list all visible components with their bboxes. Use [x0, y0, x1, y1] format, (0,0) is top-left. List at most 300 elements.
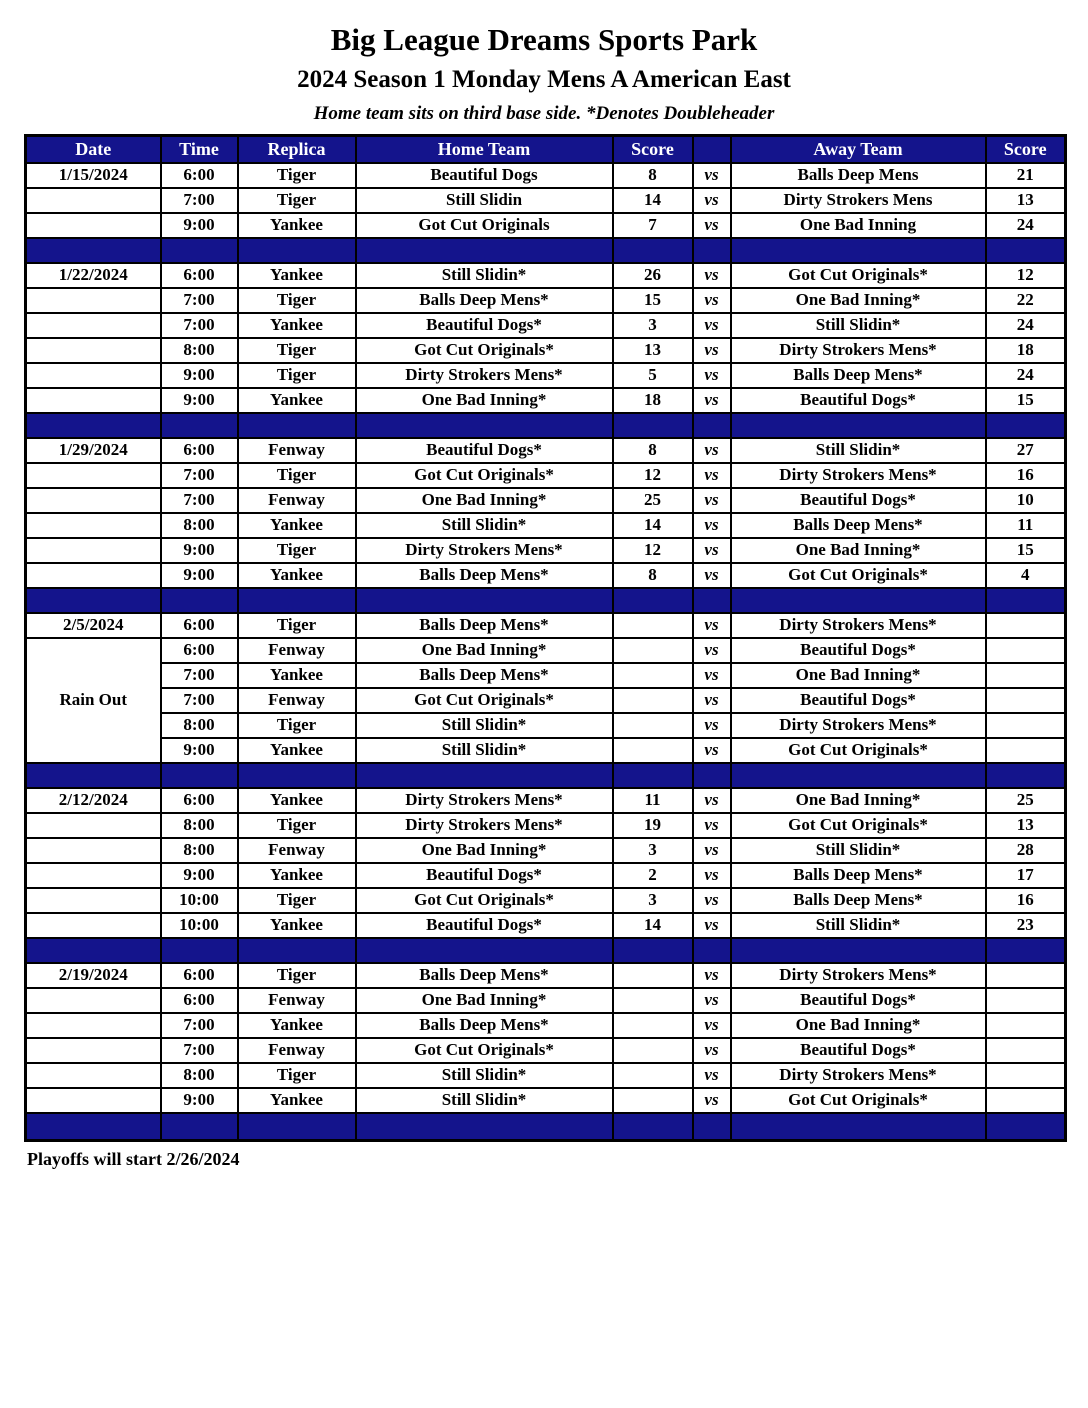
time-cell: 8:00 — [161, 1063, 238, 1088]
date-cell: 1/29/2024 — [26, 438, 161, 463]
vs-cell: vs — [693, 338, 731, 363]
separator-cell — [356, 413, 613, 438]
vs-cell: vs — [693, 963, 731, 988]
home-team-cell: One Bad Inning* — [356, 488, 613, 513]
home-score-cell: 8 — [613, 563, 693, 588]
replica-cell: Yankee — [238, 863, 356, 888]
home-score-cell: 8 — [613, 163, 693, 188]
game-row — [26, 913, 1066, 938]
separator-cell — [986, 938, 1066, 963]
date-cell-empty — [26, 913, 161, 938]
game-row — [26, 613, 1066, 638]
away-team-cell: Still Slidin* — [731, 438, 986, 463]
vs-cell: vs — [693, 1013, 731, 1038]
vs-cell: vs — [693, 513, 731, 538]
replica-cell: Yankee — [238, 513, 356, 538]
home-team-cell: Still Slidin — [356, 188, 613, 213]
home-score-cell — [613, 638, 693, 663]
home-score-cell: 19 — [613, 813, 693, 838]
separator-cell — [356, 938, 613, 963]
replica-cell: Fenway — [238, 438, 356, 463]
time-cell: 6:00 — [161, 988, 238, 1013]
vs-cell: vs — [693, 213, 731, 238]
page-title: Big League Dreams Sports Park — [330, 22, 758, 57]
replica-cell: Yankee — [238, 1088, 356, 1113]
game-row — [26, 213, 1066, 238]
date-cell-empty — [26, 538, 161, 563]
home-score-cell: 26 — [613, 263, 693, 288]
game-row — [26, 963, 1066, 988]
separator-cell — [161, 1113, 238, 1141]
separator-cell — [161, 938, 238, 963]
game-row — [26, 888, 1066, 913]
replica-cell: Tiger — [238, 288, 356, 313]
replica-cell: Tiger — [238, 363, 356, 388]
page-heading — [0, 0, 1088, 125]
separator-row — [26, 1113, 1066, 1141]
home-score-cell — [613, 1063, 693, 1088]
game-row — [26, 838, 1066, 863]
away-score-cell: 21 — [986, 163, 1066, 188]
game-row — [26, 488, 1066, 513]
home-score-cell: 8 — [613, 438, 693, 463]
game-row — [26, 388, 1066, 413]
time-cell: 8:00 — [161, 713, 238, 738]
away-team-cell: Dirty Strokers Mens — [731, 188, 986, 213]
away-team-cell: Still Slidin* — [731, 913, 986, 938]
separator-cell — [986, 238, 1066, 263]
home-team-cell: Still Slidin* — [356, 713, 613, 738]
away-score-cell — [986, 988, 1066, 1013]
replica-cell: Yankee — [238, 388, 356, 413]
separator-cell — [238, 238, 356, 263]
separator-row — [26, 413, 1066, 438]
away-team-cell: One Bad Inning* — [731, 788, 986, 813]
away-score-cell: 13 — [986, 813, 1066, 838]
vs-cell: vs — [693, 263, 731, 288]
vs-cell: vs — [693, 463, 731, 488]
vs-cell: vs — [693, 913, 731, 938]
separator-cell — [161, 763, 238, 788]
home-team-cell: Got Cut Originals — [356, 213, 613, 238]
game-row — [26, 363, 1066, 388]
game-row — [26, 713, 1066, 738]
away-score-cell: 24 — [986, 313, 1066, 338]
vs-cell: vs — [693, 1063, 731, 1088]
replica-cell: Yankee — [238, 913, 356, 938]
home-team-cell: Got Cut Originals* — [356, 463, 613, 488]
replica-cell: Tiger — [238, 1063, 356, 1088]
home-team-cell: Got Cut Originals* — [356, 1038, 613, 1063]
away-score-cell: 27 — [986, 438, 1066, 463]
date-cell: 2/12/2024 — [26, 788, 161, 813]
replica-cell: Yankee — [238, 738, 356, 763]
home-team-cell: Still Slidin* — [356, 513, 613, 538]
time-cell: 9:00 — [161, 738, 238, 763]
home-team-cell: One Bad Inning* — [356, 638, 613, 663]
vs-cell: vs — [693, 738, 731, 763]
game-row — [26, 438, 1066, 463]
home-score-cell: 25 — [613, 488, 693, 513]
vs-cell: vs — [693, 363, 731, 388]
separator-cell — [693, 588, 731, 613]
game-row — [26, 1013, 1066, 1038]
date-cell-empty — [26, 1063, 161, 1088]
vs-cell: vs — [693, 688, 731, 713]
away-score-cell — [986, 1063, 1066, 1088]
home-team-cell: One Bad Inning* — [356, 988, 613, 1013]
vs-cell: vs — [693, 488, 731, 513]
time-cell: 10:00 — [161, 913, 238, 938]
home-team-cell: Balls Deep Mens* — [356, 288, 613, 313]
vs-cell: vs — [693, 438, 731, 463]
home-score-cell — [613, 688, 693, 713]
home-score-cell: 12 — [613, 538, 693, 563]
away-team-cell: Got Cut Originals* — [731, 1088, 986, 1113]
time-cell: 7:00 — [161, 1038, 238, 1063]
away-score-cell: 24 — [986, 363, 1066, 388]
date-cell-empty — [26, 1088, 161, 1113]
home-team-cell: Dirty Strokers Mens* — [356, 788, 613, 813]
date-cell-empty — [26, 1013, 161, 1038]
separator-cell — [26, 588, 161, 613]
separator-row — [26, 238, 1066, 263]
home-team-cell: One Bad Inning* — [356, 838, 613, 863]
away-score-cell — [986, 713, 1066, 738]
home-team-cell: One Bad Inning* — [356, 388, 613, 413]
away-score-cell: 10 — [986, 488, 1066, 513]
separator-cell — [693, 1113, 731, 1141]
game-row — [26, 688, 1066, 713]
away-team-cell: One Bad Inning — [731, 213, 986, 238]
separator-cell — [613, 238, 693, 263]
replica-cell: Tiger — [238, 963, 356, 988]
replica-cell: Fenway — [238, 988, 356, 1013]
vs-cell: vs — [693, 1038, 731, 1063]
date-cell-empty — [26, 988, 161, 1013]
home-team-cell: Still Slidin* — [356, 1088, 613, 1113]
separator-cell — [693, 413, 731, 438]
away-team-cell: Balls Deep Mens — [731, 163, 986, 188]
rain-out-cell: Rain Out — [26, 638, 161, 763]
game-row — [26, 1088, 1066, 1113]
separator-cell — [161, 588, 238, 613]
date-cell-empty — [26, 1038, 161, 1063]
away-team-cell: One Bad Inning* — [731, 663, 986, 688]
separator-cell — [731, 938, 986, 963]
date-cell-empty — [26, 888, 161, 913]
away-score-cell — [986, 638, 1066, 663]
home-score-cell: 14 — [613, 513, 693, 538]
game-row — [26, 513, 1066, 538]
game-row — [26, 738, 1066, 763]
vs-cell: vs — [693, 863, 731, 888]
time-cell: 8:00 — [161, 513, 238, 538]
home-team-cell: Got Cut Originals* — [356, 688, 613, 713]
vs-cell: vs — [693, 838, 731, 863]
time-cell: 9:00 — [161, 388, 238, 413]
separator-cell — [356, 588, 613, 613]
separator-cell — [238, 413, 356, 438]
away-team-cell: Got Cut Originals* — [731, 738, 986, 763]
away-score-cell: 15 — [986, 388, 1066, 413]
away-score-cell: 11 — [986, 513, 1066, 538]
replica-cell: Fenway — [238, 688, 356, 713]
home-score-cell — [613, 988, 693, 1013]
column-header-time: Time — [161, 136, 238, 163]
date-cell: 2/5/2024 — [26, 613, 161, 638]
separator-cell — [26, 763, 161, 788]
page-subtitle: 2024 Season 1 Monday Mens A American East — [297, 66, 791, 93]
home-team-cell: Balls Deep Mens* — [356, 1013, 613, 1038]
vs-cell: vs — [693, 713, 731, 738]
replica-cell: Yankee — [238, 563, 356, 588]
game-row — [26, 538, 1066, 563]
away-score-cell: 24 — [986, 213, 1066, 238]
away-team-cell: Still Slidin* — [731, 313, 986, 338]
date-cell: 2/19/2024 — [26, 963, 161, 988]
replica-cell: Yankee — [238, 313, 356, 338]
home-score-cell — [613, 963, 693, 988]
separator-cell — [238, 1113, 356, 1141]
vs-cell: vs — [693, 1088, 731, 1113]
replica-cell: Tiger — [238, 463, 356, 488]
separator-cell — [613, 763, 693, 788]
away-score-cell — [986, 1088, 1066, 1113]
away-score-cell — [986, 688, 1066, 713]
separator-cell — [731, 1113, 986, 1141]
vs-cell: vs — [693, 288, 731, 313]
replica-cell: Tiger — [238, 538, 356, 563]
home-team-cell: Dirty Strokers Mens* — [356, 363, 613, 388]
date-cell-empty — [26, 388, 161, 413]
game-row — [26, 463, 1066, 488]
vs-cell: vs — [693, 813, 731, 838]
away-score-cell: 28 — [986, 838, 1066, 863]
game-row — [26, 163, 1066, 188]
separator-row — [26, 938, 1066, 963]
away-team-cell: One Bad Inning* — [731, 538, 986, 563]
away-score-cell: 25 — [986, 788, 1066, 813]
vs-cell: vs — [693, 638, 731, 663]
replica-cell: Tiger — [238, 163, 356, 188]
separator-cell — [986, 588, 1066, 613]
time-cell: 6:00 — [161, 963, 238, 988]
home-score-cell: 5 — [613, 363, 693, 388]
separator-cell — [693, 763, 731, 788]
away-team-cell: Still Slidin* — [731, 838, 986, 863]
separator-cell — [731, 763, 986, 788]
date-cell-empty — [26, 838, 161, 863]
date-cell-empty — [26, 863, 161, 888]
replica-cell: Fenway — [238, 838, 356, 863]
away-team-cell: Got Cut Originals* — [731, 563, 986, 588]
separator-cell — [26, 938, 161, 963]
header-row — [26, 136, 1066, 163]
away-team-cell: Dirty Strokers Mens* — [731, 963, 986, 988]
home-team-cell: Beautiful Dogs* — [356, 313, 613, 338]
time-cell: 6:00 — [161, 438, 238, 463]
away-team-cell: Dirty Strokers Mens* — [731, 613, 986, 638]
date-cell-empty — [26, 288, 161, 313]
time-cell: 9:00 — [161, 1088, 238, 1113]
home-team-cell: Got Cut Originals* — [356, 888, 613, 913]
playoffs-note: Playoffs will start 2/26/2024 — [27, 1149, 240, 1169]
home-team-cell: Beautiful Dogs — [356, 163, 613, 188]
separator-cell — [613, 413, 693, 438]
home-team-cell: Got Cut Originals* — [356, 338, 613, 363]
vs-cell: vs — [693, 163, 731, 188]
home-team-cell: Still Slidin* — [356, 1063, 613, 1088]
date-cell-empty — [26, 213, 161, 238]
away-team-cell: Beautiful Dogs* — [731, 638, 986, 663]
date-cell-empty — [26, 363, 161, 388]
game-row — [26, 788, 1066, 813]
vs-cell: vs — [693, 538, 731, 563]
column-header-home-score: Score — [613, 136, 693, 163]
replica-cell: Tiger — [238, 813, 356, 838]
vs-cell: vs — [693, 188, 731, 213]
doubleheader-note: Home team sits on third base side. *Denotes Doubleheader — [313, 103, 775, 124]
separator-cell — [613, 938, 693, 963]
separator-cell — [26, 1113, 161, 1141]
away-score-cell: 16 — [986, 463, 1066, 488]
away-score-cell — [986, 963, 1066, 988]
away-score-cell: 16 — [986, 888, 1066, 913]
separator-cell — [731, 588, 986, 613]
home-score-cell: 3 — [613, 888, 693, 913]
time-cell: 9:00 — [161, 563, 238, 588]
away-team-cell: Got Cut Originals* — [731, 263, 986, 288]
time-cell: 9:00 — [161, 363, 238, 388]
separator-cell — [731, 238, 986, 263]
time-cell: 9:00 — [161, 538, 238, 563]
game-row — [26, 563, 1066, 588]
time-cell: 7:00 — [161, 288, 238, 313]
home-score-cell: 13 — [613, 338, 693, 363]
separator-cell — [986, 1113, 1066, 1141]
away-score-cell: 17 — [986, 863, 1066, 888]
vs-cell: vs — [693, 988, 731, 1013]
replica-cell: Tiger — [238, 188, 356, 213]
away-score-cell — [986, 1038, 1066, 1063]
date-cell-empty — [26, 513, 161, 538]
time-cell: 7:00 — [161, 663, 238, 688]
date-cell-empty — [26, 813, 161, 838]
home-team-cell: Beautiful Dogs* — [356, 913, 613, 938]
column-header-replica: Replica — [238, 136, 356, 163]
home-team-cell: Balls Deep Mens* — [356, 963, 613, 988]
separator-cell — [161, 413, 238, 438]
time-cell: 6:00 — [161, 788, 238, 813]
separator-cell — [356, 238, 613, 263]
separator-cell — [356, 1113, 613, 1141]
column-header-away-team: Away Team — [731, 136, 986, 163]
vs-cell: vs — [693, 388, 731, 413]
away-team-cell: Beautiful Dogs* — [731, 488, 986, 513]
time-cell: 7:00 — [161, 488, 238, 513]
home-team-cell: Still Slidin* — [356, 738, 613, 763]
separator-row — [26, 763, 1066, 788]
date-cell-empty — [26, 563, 161, 588]
home-score-cell: 3 — [613, 838, 693, 863]
away-team-cell: Beautiful Dogs* — [731, 988, 986, 1013]
vs-cell: vs — [693, 313, 731, 338]
away-score-cell: 12 — [986, 263, 1066, 288]
separator-cell — [613, 1113, 693, 1141]
home-score-cell: 2 — [613, 863, 693, 888]
date-cell: 1/22/2024 — [26, 263, 161, 288]
schedule-table — [24, 134, 1067, 1142]
home-team-cell: Balls Deep Mens* — [356, 563, 613, 588]
home-score-cell: 12 — [613, 463, 693, 488]
replica-cell: Tiger — [238, 888, 356, 913]
date-cell-empty — [26, 188, 161, 213]
vs-cell: vs — [693, 888, 731, 913]
separator-cell — [26, 413, 161, 438]
game-row — [26, 813, 1066, 838]
away-score-cell: 4 — [986, 563, 1066, 588]
away-score-cell: 23 — [986, 913, 1066, 938]
away-score-cell — [986, 663, 1066, 688]
separator-cell — [986, 763, 1066, 788]
time-cell: 8:00 — [161, 838, 238, 863]
away-team-cell: Dirty Strokers Mens* — [731, 1063, 986, 1088]
time-cell: 9:00 — [161, 213, 238, 238]
home-score-cell — [613, 738, 693, 763]
away-team-cell: Dirty Strokers Mens* — [731, 713, 986, 738]
away-score-cell: 22 — [986, 288, 1066, 313]
replica-cell: Tiger — [238, 613, 356, 638]
date-cell: 1/15/2024 — [26, 163, 161, 188]
date-cell-empty — [26, 463, 161, 488]
away-score-cell — [986, 1013, 1066, 1038]
home-team-cell: Balls Deep Mens* — [356, 613, 613, 638]
date-cell-empty — [26, 488, 161, 513]
replica-cell: Tiger — [238, 338, 356, 363]
game-row — [26, 1063, 1066, 1088]
column-header-away-score: Score — [986, 136, 1066, 163]
separator-cell — [986, 413, 1066, 438]
separator-cell — [613, 588, 693, 613]
time-cell: 7:00 — [161, 313, 238, 338]
home-team-cell: Dirty Strokers Mens* — [356, 538, 613, 563]
away-team-cell: Dirty Strokers Mens* — [731, 338, 986, 363]
time-cell: 6:00 — [161, 613, 238, 638]
home-team-cell: Beautiful Dogs* — [356, 863, 613, 888]
home-score-cell: 7 — [613, 213, 693, 238]
column-header-date: Date — [26, 136, 161, 163]
away-score-cell: 13 — [986, 188, 1066, 213]
separator-cell — [731, 413, 986, 438]
replica-cell: Fenway — [238, 1038, 356, 1063]
time-cell: 6:00 — [161, 263, 238, 288]
game-row — [26, 638, 1066, 663]
replica-cell: Yankee — [238, 663, 356, 688]
replica-cell: Yankee — [238, 1013, 356, 1038]
away-team-cell: One Bad Inning* — [731, 288, 986, 313]
home-team-cell: Balls Deep Mens* — [356, 663, 613, 688]
home-team-cell: Beautiful Dogs* — [356, 438, 613, 463]
separator-cell — [238, 763, 356, 788]
home-score-cell — [613, 663, 693, 688]
home-team-cell: Still Slidin* — [356, 263, 613, 288]
vs-cell: vs — [693, 613, 731, 638]
time-cell: 8:00 — [161, 338, 238, 363]
separator-cell — [238, 938, 356, 963]
game-row — [26, 288, 1066, 313]
separator-cell — [238, 588, 356, 613]
